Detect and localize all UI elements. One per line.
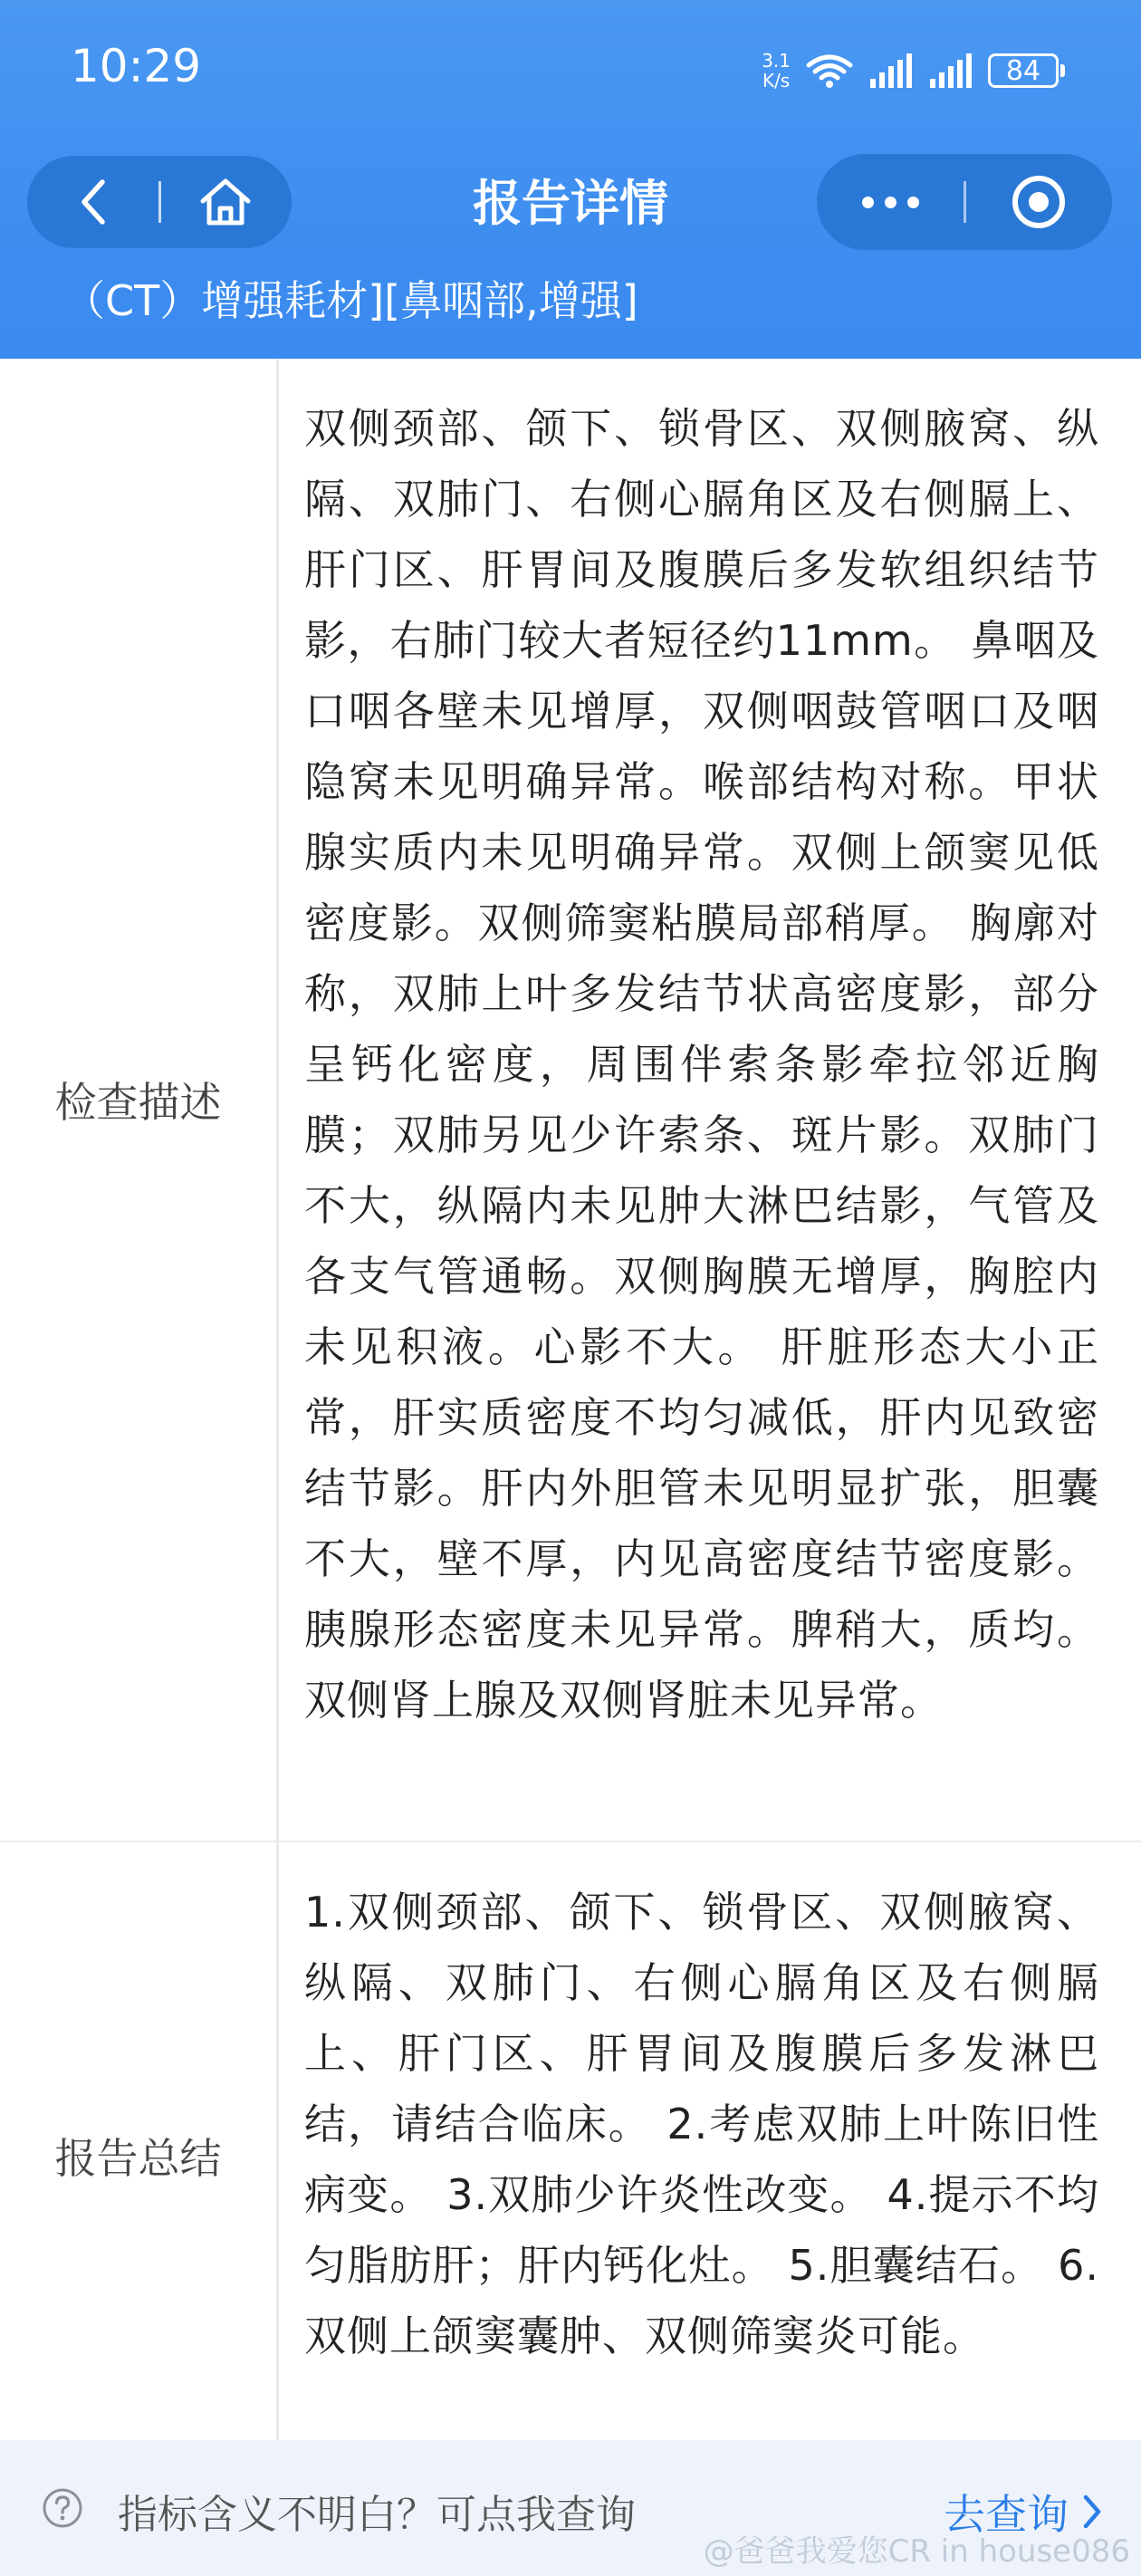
target-icon — [1011, 174, 1067, 230]
row-content: 双侧颈部、颌下、锁骨区、双侧腋窝、纵隔、双肺门、右侧心膈角区及右侧膈上、肝门区、肝胃间及腹膜后多发软组织结节影，右肺门较大者短径约11mm。 鼻咽及口咽各壁未见增厚，双侧咽鼓管咽口及咽隐窝未见明确异常。喉部结构对称。甲状腺实质内未见明确异常。双侧上颌窦见低密度影。双侧筛窦粘膜局部稍厚。 胸廓对称，双肺上叶多发结节状高密度影，部分呈钙化密度，周围伴索条影牵拉邻近胸膜；双肺另见少许索条、斑片影。双肺门不大，纵隔内未见肿大淋巴结影，气管及各支气管通畅。双侧胸膜无增厚，胸腔内未见积液。心影不大。 肝脏形态大小正常，肝实质密度不均匀减低，肝内见致密结节影。肝内外胆管未见明显扩张，胆囊不大，壁不厚，内见高密度结节密度影。胰腺形态密度未见异常。脾稍大，质均。双侧肾上腺及双侧肾脏未见异常。 — [304, 404, 1099, 1725]
signal-icon — [868, 53, 914, 88]
net-speed-value: 3.1 — [762, 50, 791, 72]
net-speed — [762, 51, 791, 91]
signal-icon — [928, 53, 973, 88]
chevron-right-icon — [1081, 2494, 1103, 2530]
page-title: 报告详情 — [473, 175, 668, 232]
row-content: 1.双侧颈部、颌下、锁骨区、双侧腋窝、纵隔、双肺门、右侧心膈角区及右侧膈上、肝门区、肝胃间及腹膜后多发淋巴结，请结合临床。 2.考虑双肺上叶陈旧性病变。 3.双肺少许炎性改变。 4.提示不均匀脂肪肝；肝内钙化灶。 5.胆囊结石。 6.双侧上颌窦囊肿、双侧筛窦炎可能。 — [304, 1888, 1099, 2360]
net-speed-unit: K/s — [762, 70, 791, 91]
battery-icon — [988, 53, 1065, 88]
table-row — [0, 1842, 1141, 2469]
more-dots-icon — [862, 197, 919, 208]
status-icons — [762, 42, 1065, 100]
report-table — [0, 359, 1141, 2469]
row-label: 检查描述 — [0, 359, 279, 1841]
row-label: 报告总结 — [0, 1842, 279, 2469]
more-button[interactable] — [817, 154, 964, 250]
nav-right-capsule — [817, 154, 1112, 250]
question-circle-icon — [42, 2487, 83, 2529]
battery-tip — [1060, 64, 1065, 77]
status-time: 10:29 — [71, 40, 202, 92]
go-query-label: 去查询 — [944, 2490, 1069, 2539]
table-row — [0, 359, 1141, 1842]
bottom-help-bar[interactable] — [0, 2440, 1141, 2576]
watermark: @爸爸我爱您CR in house086 — [703, 2533, 1130, 2570]
header — [0, 0, 1141, 359]
help-text: 指标含义不明白？可点我查询 — [118, 2492, 636, 2538]
close-miniprogram-button[interactable] — [964, 154, 1112, 250]
exam-item-title: （CT）增强耗材][鼻咽部,增强] — [63, 276, 638, 325]
wifi-icon — [805, 53, 854, 89]
battery-level: 84 — [988, 53, 1059, 88]
